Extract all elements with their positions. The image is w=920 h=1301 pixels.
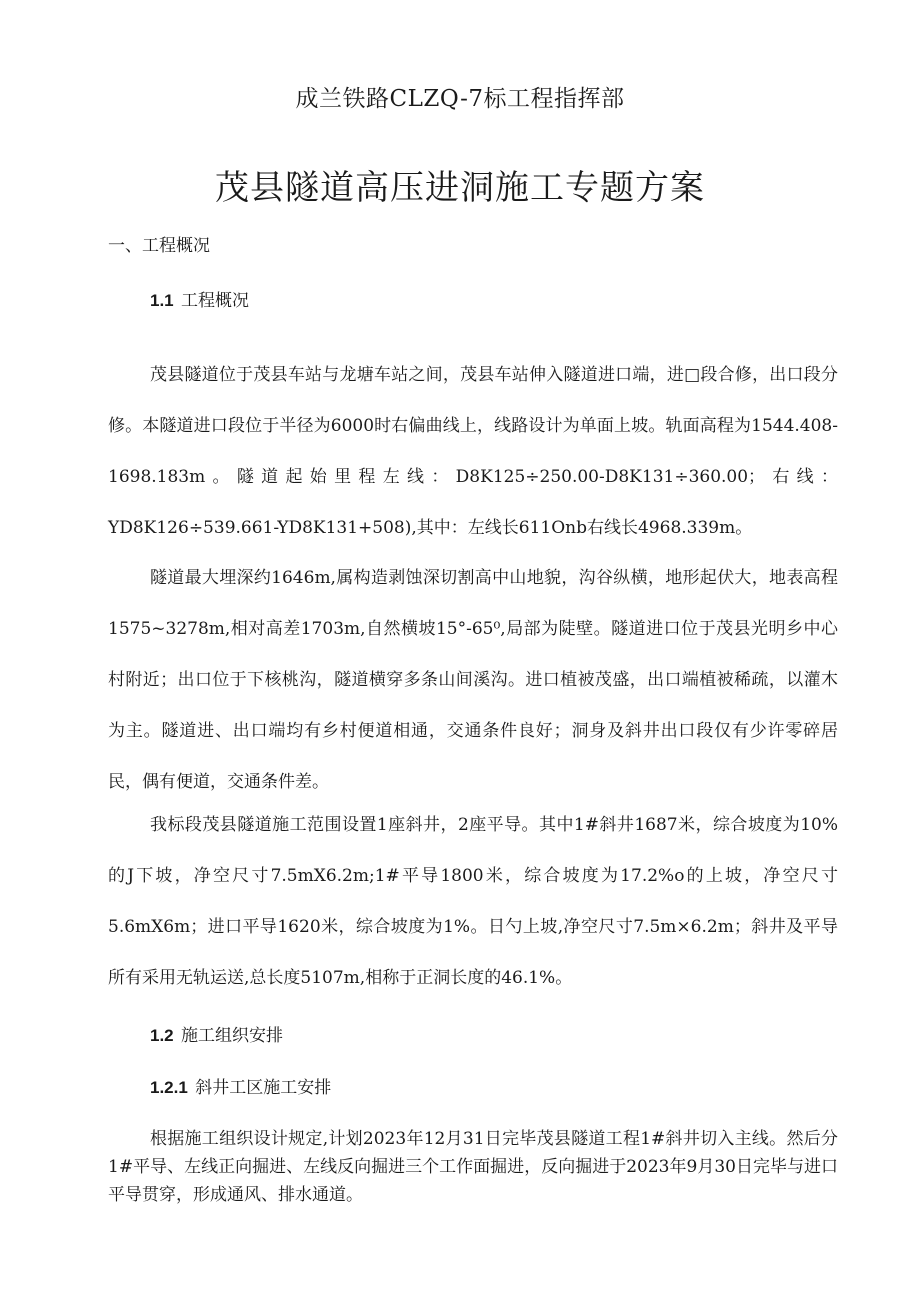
section-1-2-1-heading (150, 1073, 331, 1098)
paragraph-geology: 隧道最大埋深约1646m,属构造剥蚀深切割高中山地貌，沟谷纵横，地形起伏大，地表高程1575~3278m,相对高差1703m,自然横坡15°-65⁰,局部为陡壁。隧道进口位于茂县光明乡中心村附近；出口位于下核桃沟，隧道横穿多条山间溪沟。进口植被茂盛，出口端植被稀疏，以灌木为主。隧道进、出口端均有乡村便道相通，交通条件良好；洞身及斜井出口段仅有少许零碎居民，偶有便道，交通条件差。 (108, 568, 838, 792)
paragraph-overview: 茂县隧道位于茂县车站与龙塘车站之间，茂县车站伸入隧道进口端，进□段合修，出口段分修。本隧道进口段位于半径为6000时右偏曲线上，线路设计为单面上坡。轨面高程为1544.408-1698.183m。隧道起始里程左线：D8K125÷250.00-D8K131÷360.00；右线：YD8K126÷539.661-YD8K131+508),其中：左线长611Onb右线长4968.339m。 (108, 365, 838, 538)
section-1-1-heading (150, 286, 249, 311)
section-1-2-title: 施工组织安排 (181, 1026, 284, 1046)
organization-header: 成兰铁路CLZQ-7标工程指挥部 (295, 86, 625, 112)
section-1-1-title: 工程概况 (181, 291, 250, 311)
section-1-2-1-title: 斜井工区施工安排 (195, 1078, 332, 1098)
paragraph-schedule: 根据施工组织设计规定,计划2023年12月31日完毕茂县隧道工程1#斜井切入主线。然后分1#平导、左线正向掘进、左线反向掘进三个工作面掘进，反向掘进于2023年9月30日完毕与进口平导贯穿，形成通风、排水通道。 (108, 1129, 838, 1205)
section-1-1-number: 1.1 (150, 291, 174, 310)
paragraph-inclined-shaft: 我标段茂县隧道施工范围设置1座斜井，2座平导。其中1#斜井1687米，综合坡度为10%的J下坡，净空尺寸7.5mX6.2m;1#平导1800米，综合坡度为17.2%o的上坡，净空尺寸5.6mX6m；进口平导1620米，综合坡度为1%。日勺上坡,净空尺寸7.5m×6.2m；斜井及平导所有采用无轨运送,总长度5107m,相称于正洞长度的46.1%。 (108, 815, 838, 988)
document-title: 茂县隧道高压进洞施工专题方案 (215, 168, 705, 208)
section-1-heading: 一、工程概况 (108, 236, 210, 256)
section-1-2-1-number: 1.2.1 (150, 1078, 188, 1097)
section-1-2-number: 1.2 (150, 1026, 174, 1045)
section-1-2-heading (150, 1021, 283, 1046)
